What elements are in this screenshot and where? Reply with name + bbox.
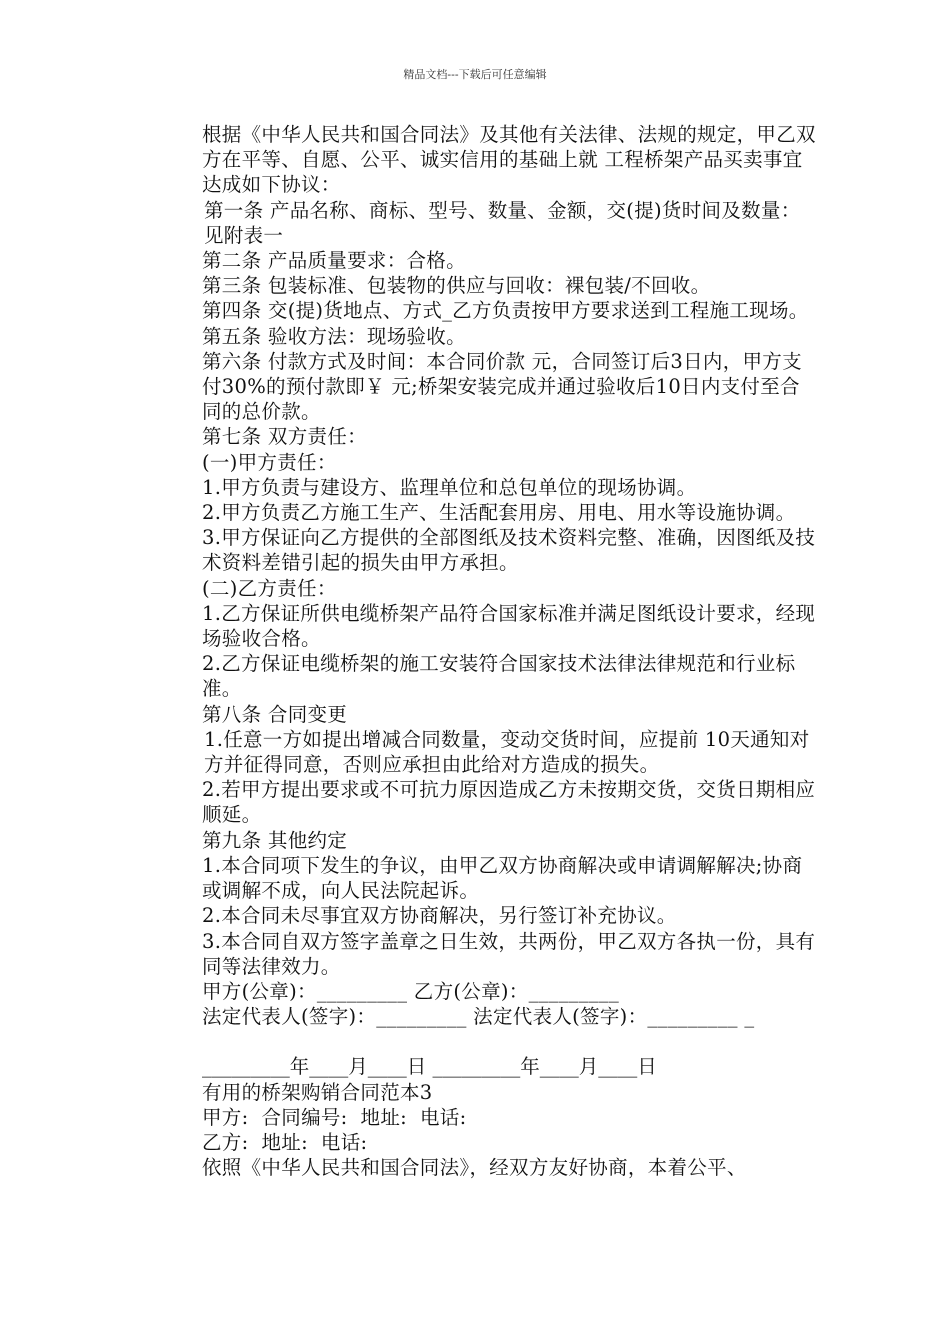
paragraph: 第三条 包装标准、包装物的供应与回收：裸包装/不回收。 (202, 274, 711, 298)
paragraph: 1.甲方负责与建设方、监理单位和总包单位的现场协调。 (202, 475, 697, 499)
paragraph: 第五条 验收方法：现场验收。 (202, 324, 466, 348)
blank-line (146, 1029, 818, 1054)
paragraph: 第九条 其他约定 (202, 828, 348, 852)
paragraph: 第七条 双方责任： (202, 425, 367, 449)
paragraph: 1.本合同项下发生的争议，由甲乙双方协商解决或申请调解解决;协商或调解不成，向人民法院起诉。 (202, 853, 803, 903)
paragraph: 第二条 产品质量要求：合格。 (202, 249, 466, 273)
document-body (146, 122, 818, 1180)
paragraph: 2.甲方负责乙方施工生产、生活配套用房、用电、用水等设施协调。 (202, 501, 796, 525)
paragraph: 1.任意一方如提出增减合同数量，变动交货时间，应提前 10天通知对方并征得同意，否则应承担由此给对方造成的损失。 (204, 727, 810, 777)
paragraph: 第四条 交(提)货地点、方式_乙方负责按甲方要求送到工程施工现场。 (202, 299, 809, 323)
paragraph: 有用的桥架购销合同范本3 (202, 1080, 433, 1104)
paragraph: _________年____月____日 _________年____月____日 (202, 1055, 657, 1079)
paragraph: 第八条 合同变更 (202, 702, 348, 726)
paragraph: 依照《中华人民共和国合同法》，经双方友好协商，本着公平、 (202, 1156, 747, 1180)
paragraph: 1.乙方保证所供电缆桥架产品符合国家标准并满足图纸设计要求，经现场验收合格。 (202, 601, 816, 651)
paragraph: (一)甲方责任： (202, 450, 337, 474)
paragraph: 甲方: 合同编号: 地址: 电话: (202, 1105, 467, 1129)
paragraph: 3.甲方保证向乙方提供的全部图纸及技术资料完整、准确，因图纸及技术资料差错引起的损失由甲方承担。 (202, 526, 816, 575)
paragraph: 2.本合同未尽事宜双方协商解决，另行签订补充协议。 (202, 904, 677, 928)
paragraph: (二)乙方责任： (202, 576, 337, 600)
paragraph: 根据《中华人民共和国合同法》及其他有关法律、法规的规定，甲乙双方在平等、自愿、公平、诚实信用的基础上就 工程桥架产品买卖事宜达成如下协议： (202, 123, 816, 197)
paragraph: 2.乙方保证电缆桥架的施工安装符合国家技术法律法律规范和行业标准。 (202, 652, 796, 701)
paragraph: 3.本合同自双方签字盖章之日生效，共两份，甲乙双方各执一份，具有同等法律效力。 (202, 929, 816, 978)
paragraph: 第六条 付款方式及时间：本合同价款 元，合同签订后3日内，甲方支付30%的预付款即￥ 元;桥架安装完成并通过验收后10日内支付至合同的总价款。 (202, 349, 802, 424)
page-header: 精品文档---下载后可任意编辑 (403, 68, 547, 81)
paragraph: 2.若甲方提出要求或不可抗力原因造成乙方未按期交货，交货日期相应顺延。 (202, 778, 816, 827)
paragraph: 乙方: 地址: 电话: (202, 1130, 368, 1154)
paragraph: 甲方(公章)：_________ 乙方(公章)：_________ (202, 979, 620, 1003)
paragraph: 第一条 产品名称、商标、型号、数量、金额，交(提)货时间及数量：见附表一 (204, 198, 801, 247)
paragraph: 法定代表人(签字)：_________ 法定代表人(签字)：_________ _ (202, 1005, 755, 1029)
